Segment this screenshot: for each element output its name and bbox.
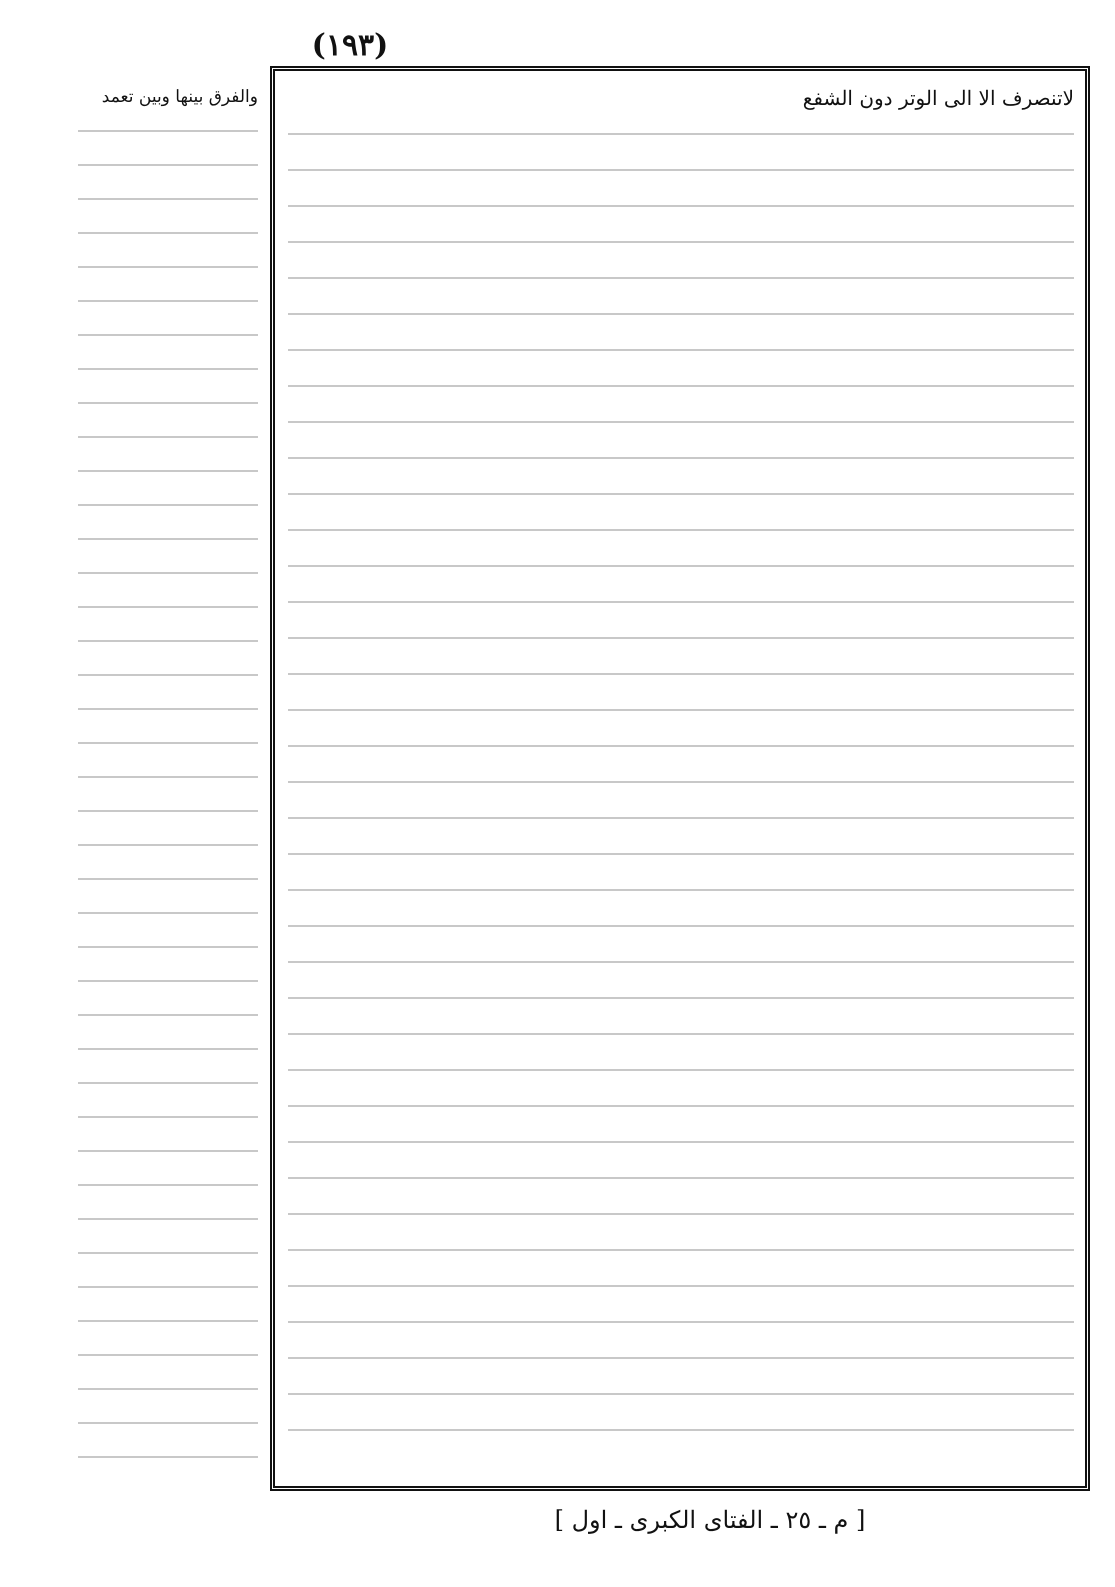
main-text-line [288, 872, 1074, 908]
main-text-line [288, 1304, 1074, 1340]
main-text-line [288, 188, 1074, 224]
page-number: (١٩٣) [311, 28, 389, 63]
margin-text-line [78, 250, 258, 284]
margin-text-line [78, 624, 258, 658]
main-text-line [288, 980, 1074, 1016]
margin-text-line [78, 1440, 258, 1474]
main-text-line [288, 152, 1074, 188]
margin-text-line [78, 1202, 258, 1236]
margin-text-line [78, 318, 258, 352]
margin-text-line [78, 1372, 258, 1406]
margin-text-line [78, 828, 258, 862]
margin-text-line [78, 352, 258, 386]
margin-text-line [78, 1406, 258, 1440]
main-text-line [288, 404, 1074, 440]
main-text-line [288, 1376, 1074, 1412]
main-text-line [288, 1016, 1074, 1052]
margin-text-line [78, 386, 258, 420]
main-text-line [288, 1160, 1074, 1196]
main-text-line [288, 944, 1074, 980]
margin-text-line [78, 1134, 258, 1168]
main-text-line [288, 548, 1074, 584]
main-text-line [288, 296, 1074, 332]
main-text-line [288, 1088, 1074, 1124]
main-text-line [288, 1232, 1074, 1268]
margin-text-line [78, 896, 258, 930]
main-text-line [288, 1052, 1074, 1088]
main-text-line [288, 260, 1074, 296]
main-text-line [288, 800, 1074, 836]
margin-text-line [78, 488, 258, 522]
main-text-line [288, 440, 1074, 476]
main-text-line [288, 692, 1074, 728]
main-text-line [288, 368, 1074, 404]
margin-text-line [78, 556, 258, 590]
main-text-line [288, 620, 1074, 656]
margin-text-line [78, 284, 258, 318]
margin-text-line [78, 1236, 258, 1270]
margin-text-line [78, 760, 258, 794]
margin-text-line [78, 1270, 258, 1304]
margin-text-line [78, 182, 258, 216]
margin-text-line [78, 1304, 258, 1338]
main-text-column [288, 80, 1074, 1475]
main-text-line [288, 476, 1074, 512]
main-text-line [288, 1340, 1074, 1376]
main-text-line [288, 1412, 1074, 1448]
margin-text-line [78, 1032, 258, 1066]
main-text-lines [288, 116, 1074, 1448]
margin-text-line [78, 454, 258, 488]
margin-text-line [78, 114, 258, 148]
main-text-line [288, 1124, 1074, 1160]
margin-text-line [78, 148, 258, 182]
main-text-line [288, 908, 1074, 944]
margin-text-line [78, 658, 258, 692]
margin-text-line [78, 692, 258, 726]
margin-text-line [78, 862, 258, 896]
margin-text-line [78, 1066, 258, 1100]
margin-text-first-line: والفرق بينها وبين تعمد [101, 87, 258, 107]
margin-text-line [78, 930, 258, 964]
margin-text-line [78, 1168, 258, 1202]
margin-text-line [78, 420, 258, 454]
margin-text-line [78, 1100, 258, 1134]
margin-text-line [78, 964, 258, 998]
main-text-line [288, 764, 1074, 800]
margin-text-line [78, 522, 258, 556]
margin-text-line [78, 1338, 258, 1372]
main-text-line [288, 1268, 1074, 1304]
margin-text-line [78, 216, 258, 250]
margin-text-line [78, 794, 258, 828]
page-footer: [ م ـ ٢٥ ـ الفتاى الكبرى ـ اول ] [554, 1506, 866, 1534]
main-text-first-line: لاتنصرف الا الى الوتر دون الشفع [802, 86, 1074, 110]
main-text-line [288, 512, 1074, 548]
main-text-line [288, 332, 1074, 368]
main-text-line [288, 1196, 1074, 1232]
main-text-line [288, 116, 1074, 152]
main-text-line [288, 728, 1074, 764]
main-text-line [288, 584, 1074, 620]
main-text-line [288, 836, 1074, 872]
margin-text-line [78, 998, 258, 1032]
margin-text-line [78, 590, 258, 624]
main-text-line [288, 656, 1074, 692]
main-text-line [288, 224, 1074, 260]
margin-text-column [78, 80, 258, 1490]
margin-text-lines [78, 114, 258, 1474]
margin-text-line [78, 726, 258, 760]
